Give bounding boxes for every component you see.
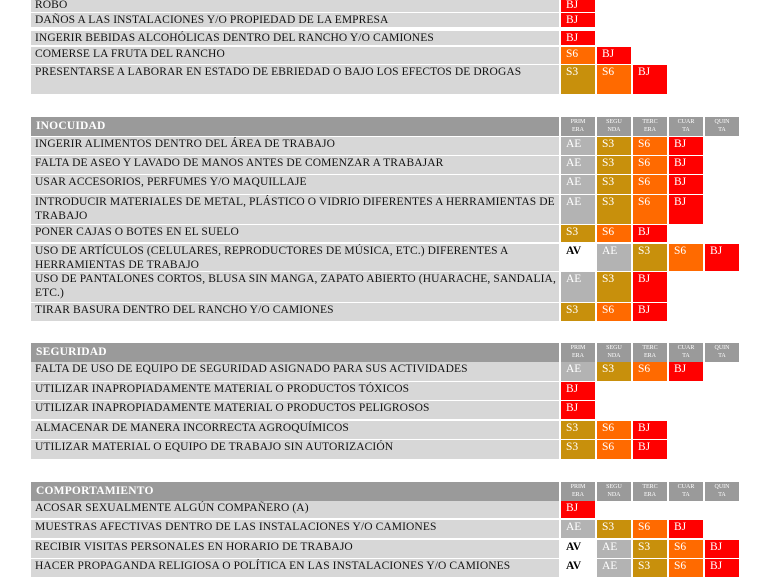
sanction-cell: AV (561, 559, 595, 577)
column-header-3: TERC ERA (633, 482, 667, 501)
column-header-1: PRIM ERA (561, 343, 595, 362)
row-description: UTILIZAR MATERIAL O EQUIPO DE TRABAJO SIN AUTORIZACIÓN (31, 440, 559, 459)
table-row (31, 175, 739, 194)
sanction-cell: S3 (561, 225, 595, 242)
sanction-cell: AV (561, 540, 595, 558)
table-row (31, 362, 739, 381)
table-row (31, 47, 739, 64)
row-description: PONER CAJAS O BOTES EN EL SUELO (31, 225, 559, 242)
table-row (31, 303, 739, 321)
table-row (31, 540, 739, 558)
row-description: PRESENTARSE A LABORAR EN ESTADO DE EBRIEDAD O BAJO LOS EFECTOS DE DROGAS (31, 65, 559, 94)
sanction-cell: BJ (705, 559, 739, 577)
sanction-cell: S6 (633, 137, 667, 155)
column-header-2: SEGU NDA (597, 343, 631, 362)
table-row (31, 244, 739, 271)
sanction-cell: BJ (633, 65, 667, 94)
sanction-cell: S3 (633, 244, 667, 271)
sanction-cell: S3 (561, 303, 595, 321)
sanction-cell: S6 (597, 225, 631, 242)
sanction-cell: AE (561, 175, 595, 194)
table-row (31, 0, 739, 12)
table-row (31, 225, 739, 242)
sanction-cell: S6 (597, 440, 631, 459)
sanction-cell: S3 (597, 156, 631, 174)
sanction-cell: S6 (633, 520, 667, 538)
table-row (31, 156, 739, 174)
sanction-cell: S6 (633, 156, 667, 174)
sanction-cell: BJ (633, 272, 667, 302)
sanction-cell: S3 (633, 540, 667, 558)
sanction-cell: AE (561, 156, 595, 174)
sanction-cell: S6 (633, 195, 667, 224)
sanction-cell: BJ (561, 31, 595, 45)
table-row (31, 272, 739, 302)
column-header-5: QUIN TA (705, 482, 739, 501)
table-row (31, 137, 739, 155)
sanction-cell: S6 (597, 65, 631, 94)
sanction-cell: S3 (561, 440, 595, 459)
row-description: USO DE ARTÍCULOS (CELULARES, REPRODUCTORES DE MÚSICA, ETC.) DIFERENTES A HERRAMIENTAS DE TRABAJO (31, 244, 559, 271)
sanction-cell: S3 (597, 175, 631, 194)
row-description: ACOSAR SEXUALMENTE ALGÚN COMPAÑERO (A) (31, 501, 559, 518)
sanction-cell: AE (561, 272, 595, 302)
sanction-cell: AV (561, 244, 595, 271)
sanction-cell: BJ (561, 401, 595, 419)
column-header-5: QUIN TA (705, 117, 739, 136)
section-title: SEGURIDAD (31, 343, 559, 362)
sanction-cell: S3 (597, 137, 631, 155)
sanction-cell: BJ (561, 501, 595, 518)
sanction-cell: S3 (597, 520, 631, 538)
row-description: USO DE PANTALONES CORTOS, BLUSA SIN MANGA, ZAPATO ABIERTO (HUARACHE, SANDALIA, ETC.) (31, 272, 559, 302)
row-description: UTILIZAR INAPROPIADAMENTE MATERIAL O PRODUCTOS PELIGROSOS (31, 401, 559, 419)
sanction-cell: AE (561, 137, 595, 155)
table-row (31, 421, 739, 439)
sanction-cell: S6 (669, 559, 703, 577)
sanction-cell: S3 (597, 362, 631, 381)
sanction-cell: BJ (633, 421, 667, 439)
column-header-2: SEGU NDA (597, 482, 631, 501)
table-row (31, 65, 739, 94)
sanction-cell: BJ (669, 137, 703, 155)
table-row (31, 31, 739, 45)
column-header-2: SEGU NDA (597, 117, 631, 136)
sanction-cell: S3 (597, 195, 631, 224)
column-header-1: PRIM ERA (561, 482, 595, 501)
row-description: UTILIZAR INAPROPIADAMENTE MATERIAL O PRODUCTOS TÓXICOS (31, 382, 559, 400)
table-row (31, 520, 739, 538)
sanction-cell: BJ (633, 225, 667, 242)
row-description: TIRAR BASURA DENTRO DEL RANCHO Y/O CAMIONES (31, 303, 559, 321)
column-header-3: TERC ERA (633, 117, 667, 136)
column-header-4: CUAR TA (669, 482, 703, 501)
sanction-cell: BJ (705, 540, 739, 558)
table-row (31, 401, 739, 419)
sanction-cell: S3 (561, 65, 595, 94)
section2-header (31, 117, 739, 136)
sanction-cell: S6 (669, 540, 703, 558)
sanction-cell: S3 (633, 559, 667, 577)
sanction-cell: AE (597, 244, 631, 271)
sanction-cell: AE (597, 559, 631, 577)
row-description: RECIBIR VISITAS PERSONALES EN HORARIO DE TRABAJO (31, 540, 559, 558)
sanction-cell: AE (597, 540, 631, 558)
sanction-cell: BJ (669, 156, 703, 174)
sanction-cell: BJ (705, 244, 739, 271)
sanction-cell: S3 (561, 421, 595, 439)
column-header-4: CUAR TA (669, 343, 703, 362)
sanction-cell: BJ (669, 362, 703, 381)
sanction-cell: BJ (561, 13, 595, 27)
row-description: INTRODUCIR MATERIALES DE METAL, PLÁSTICO O VIDRIO DIFERENTES A HERRAMIENTAS DE TRABAJO (31, 195, 559, 224)
sanction-cell: BJ (633, 440, 667, 459)
row-description: MUESTRAS AFECTIVAS DENTRO DE LAS INSTALACIONES Y/O CAMIONES (31, 520, 559, 538)
row-description: FALTA DE ASEO Y LAVADO DE MANOS ANTES DE COMENZAR A TRABAJAR (31, 156, 559, 174)
sanction-cell: BJ (669, 520, 703, 538)
table-row (31, 195, 739, 224)
row-description: FALTA DE USO DE EQUIPO DE SEGURIDAD ASIGNADO PARA SUS ACTIVIDADES (31, 362, 559, 381)
sanction-cell: AE (561, 195, 595, 224)
sanction-cell: S6 (561, 47, 595, 64)
section3-header (31, 343, 739, 362)
table-row (31, 13, 739, 27)
section-title: COMPORTAMIENTO (31, 482, 559, 501)
section4-header (31, 482, 739, 501)
column-header-3: TERC ERA (633, 343, 667, 362)
sanction-cell: S6 (597, 421, 631, 439)
table-row (31, 382, 739, 400)
table-row (31, 559, 739, 577)
row-description: COMERSE LA FRUTA DEL RANCHO (31, 47, 559, 64)
sanction-cell: BJ (633, 303, 667, 321)
section-title: INOCUIDAD (31, 117, 559, 136)
row-description: ALMACENAR DE MANERA INCORRECTA AGROQUÍMICOS (31, 421, 559, 439)
sanction-cell: BJ (669, 195, 703, 224)
table-row (31, 501, 739, 518)
column-header-5: QUIN TA (705, 343, 739, 362)
row-description: INGERIR BEBIDAS ALCOHÓLICAS DENTRO DEL RANCHO Y/O CAMIONES (31, 31, 559, 45)
row-description: ROBO (31, 0, 559, 12)
sanction-cell: BJ (669, 175, 703, 194)
sanction-cell: AE (561, 362, 595, 381)
table-row (31, 440, 739, 459)
sanction-cell: S3 (597, 272, 631, 302)
sanction-cell: S6 (669, 244, 703, 271)
sanction-cell: BJ (561, 0, 595, 12)
row-description: DAÑOS A LAS INSTALACIONES Y/O PROPIEDAD DE LA EMPRESA (31, 13, 559, 27)
sanction-cell: S6 (633, 362, 667, 381)
sanction-cell: BJ (597, 47, 631, 64)
row-description: HACER PROPAGANDA RELIGIOSA O POLÍTICA EN LAS INSTALACIONES Y/O CAMIONES (31, 559, 559, 577)
column-header-1: PRIM ERA (561, 117, 595, 136)
sanction-cell: AE (561, 520, 595, 538)
sanction-cell: S6 (597, 303, 631, 321)
sanction-cell: S6 (633, 175, 667, 194)
column-header-4: CUAR TA (669, 117, 703, 136)
row-description: USAR ACCESORIOS, PERFUMES Y/O MAQUILLAJE (31, 175, 559, 194)
row-description: INGERIR ALIMENTOS DENTRO DEL ÁREA DE TRABAJO (31, 137, 559, 155)
sanction-cell: BJ (561, 382, 595, 400)
